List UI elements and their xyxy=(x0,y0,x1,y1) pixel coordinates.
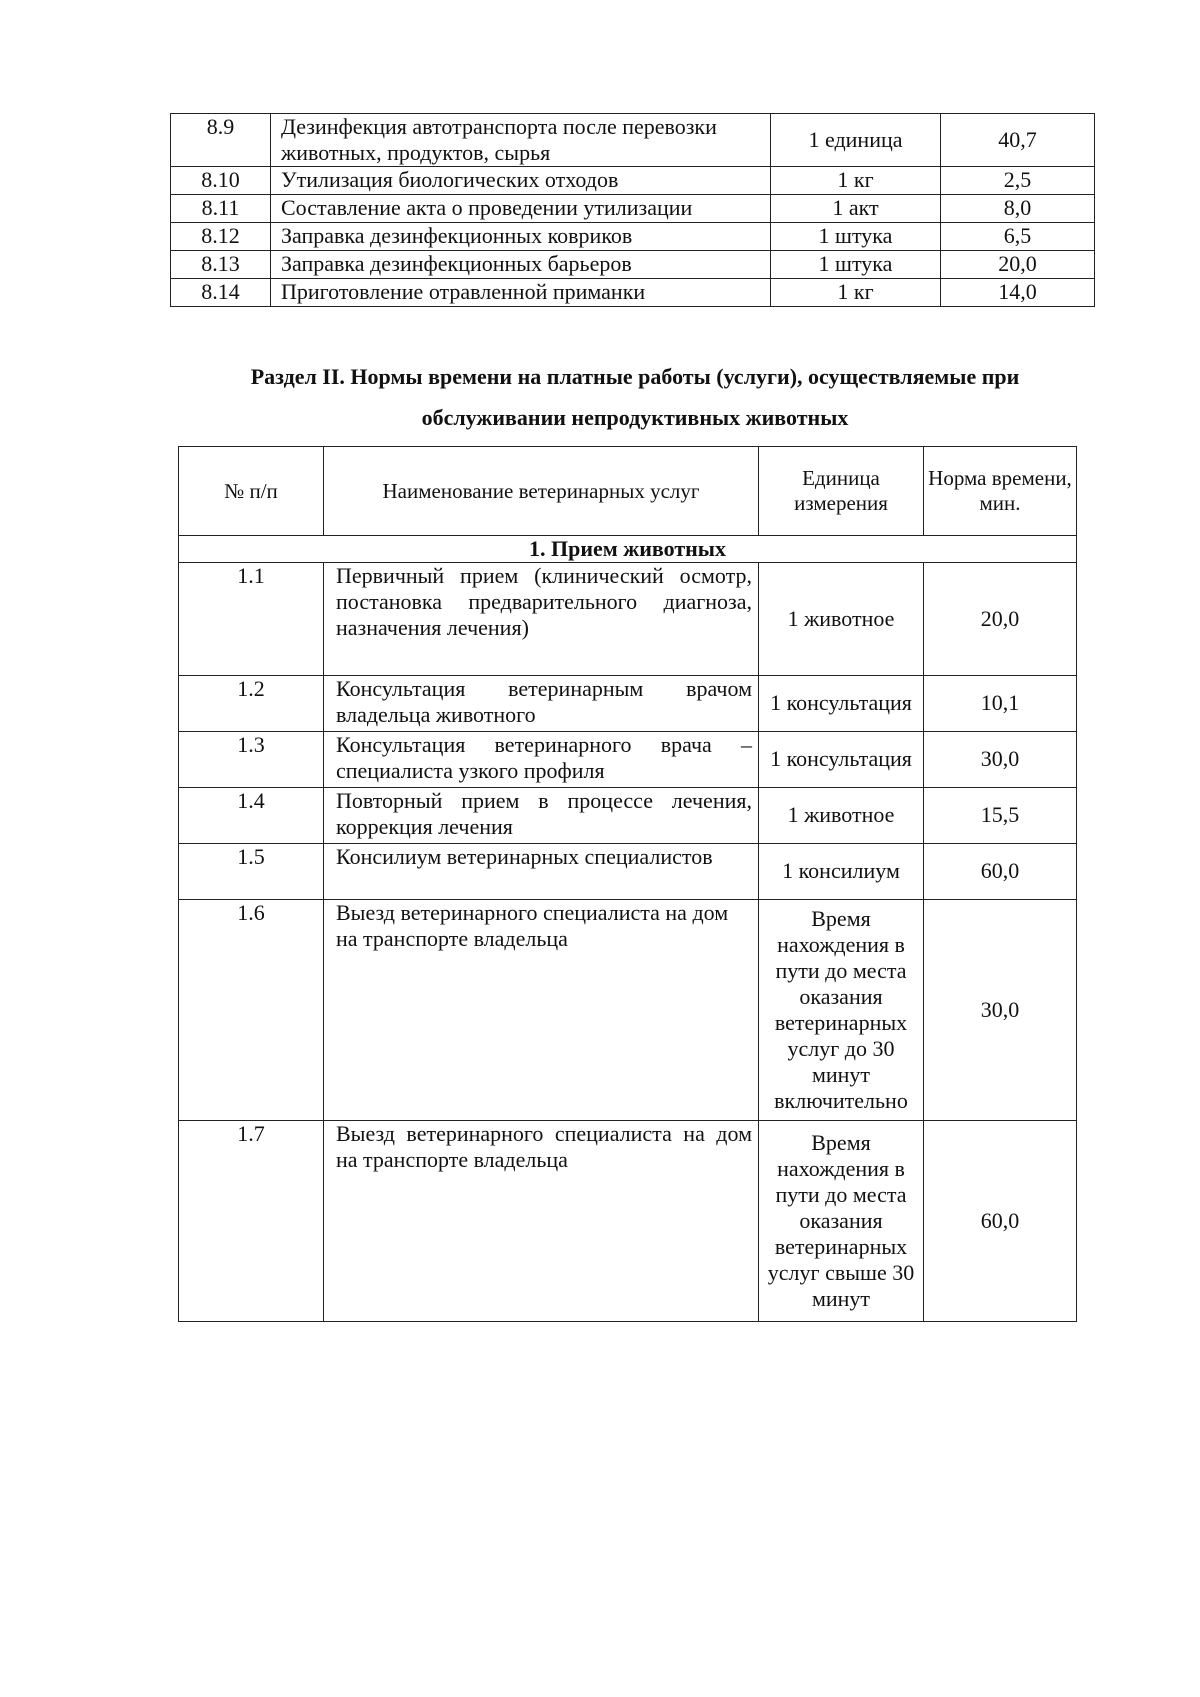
time-norm: 15,5 xyxy=(924,787,1077,843)
time-norm: 6,5 xyxy=(941,222,1095,250)
table-row xyxy=(171,166,1095,194)
header-unit: Единица измерения xyxy=(759,447,924,536)
header-number: № п/п xyxy=(179,447,324,536)
header-time-norm: Норма времени, мин. xyxy=(924,447,1077,536)
time-norm: 30,0 xyxy=(924,731,1077,787)
time-norm: 2,5 xyxy=(941,166,1095,194)
row-number: 1.3 xyxy=(179,731,324,787)
unit-of-measure: 1 животное xyxy=(759,562,924,675)
time-norm: 60,0 xyxy=(924,1120,1077,1321)
time-norm: 20,0 xyxy=(924,562,1077,675)
table-row xyxy=(171,250,1095,278)
service-name: Выезд ветеринарного специалиста на дом на транспорте владельца xyxy=(324,899,759,1120)
row-number: 1.1 xyxy=(179,562,324,675)
section-title-line-2: обслуживании непродуктивных животных xyxy=(421,405,849,430)
time-norm: 20,0 xyxy=(941,250,1095,278)
time-norm: 10,1 xyxy=(924,675,1077,731)
table-header-row xyxy=(179,447,1077,536)
row-number: 1.4 xyxy=(179,787,324,843)
table-row xyxy=(179,787,1077,843)
table-row xyxy=(171,222,1095,250)
row-number: 8.10 xyxy=(171,166,271,194)
service-name: Выезд ветеринарного специалиста на дом на транспорте владельца xyxy=(324,1120,759,1321)
unit-of-measure: Время нахождения в пути до места оказания ветеринарных услуг свыше 30 минут xyxy=(759,1120,924,1321)
service-name: Составление акта о проведении утилизации xyxy=(271,194,771,222)
subsection-title: 1. Прием животных xyxy=(179,536,1077,563)
table-row xyxy=(179,675,1077,731)
service-name: Консилиум ветеринарных специалистов xyxy=(324,843,759,899)
unit-of-measure: 1 кг xyxy=(771,166,941,194)
row-number: 8.13 xyxy=(171,250,271,278)
row-number: 8.14 xyxy=(171,278,271,306)
row-number: 8.11 xyxy=(171,194,271,222)
time-norm: 14,0 xyxy=(941,278,1095,306)
service-name: Консультация ветеринарным врачом владельца животного xyxy=(324,675,759,731)
subsection-row xyxy=(179,536,1077,563)
unit-of-measure: 1 консультация xyxy=(759,675,924,731)
service-name: Дезинфекция автотранспорта после перевозки животных, продуктов, сырья xyxy=(271,114,771,167)
row-number: 8.12 xyxy=(171,222,271,250)
unit-of-measure: 1 штука xyxy=(771,222,941,250)
row-number: 1.2 xyxy=(179,675,324,731)
service-name: Утилизация биологических отходов xyxy=(271,166,771,194)
table-row xyxy=(179,562,1077,675)
unit-of-measure: 1 штука xyxy=(771,250,941,278)
row-number: 1.5 xyxy=(179,843,324,899)
time-norm: 8,0 xyxy=(941,194,1095,222)
service-name: Первичный прием (клинический осмотр, постановка предварительного диагноза, назначения лечения) xyxy=(324,562,759,675)
section-title-line-1: Раздел II. Нормы времени на платные работы (услуги), осуществляемые при xyxy=(250,364,1020,389)
table-row xyxy=(179,843,1077,899)
row-number: 8.9 xyxy=(171,114,271,167)
unit-of-measure: 1 кг xyxy=(771,278,941,306)
unit-of-measure: 1 консультация xyxy=(759,731,924,787)
service-name: Консультация ветеринарного врача – специалиста узкого профиля xyxy=(324,731,759,787)
unit-of-measure: 1 единица xyxy=(771,114,941,167)
row-number: 1.7 xyxy=(179,1120,324,1321)
services-table-part8 xyxy=(170,113,1095,307)
unit-of-measure: 1 акт xyxy=(771,194,941,222)
table-row xyxy=(179,731,1077,787)
table-row xyxy=(171,114,1095,167)
time-norm: 30,0 xyxy=(924,899,1077,1120)
service-name: Повторный прием в процессе лечения, коррекция лечения xyxy=(324,787,759,843)
service-name: Заправка дезинфекционных ковриков xyxy=(271,222,771,250)
header-service-name: Наименование ветеринарных услуг xyxy=(324,447,759,536)
row-number: 1.6 xyxy=(179,899,324,1120)
table-row xyxy=(179,899,1077,1120)
time-norm: 40,7 xyxy=(941,114,1095,167)
table-row xyxy=(171,278,1095,306)
services-table-section-2 xyxy=(178,446,1077,1322)
table-row xyxy=(179,1120,1077,1321)
unit-of-measure: 1 животное xyxy=(759,787,924,843)
service-name: Заправка дезинфекционных барьеров xyxy=(271,250,771,278)
unit-of-measure: 1 консилиум xyxy=(759,843,924,899)
unit-of-measure: Время нахождения в пути до места оказания ветеринарных услуг до 30 минут включительно xyxy=(759,899,924,1120)
table-row xyxy=(171,194,1095,222)
service-name: Приготовление отравленной приманки xyxy=(271,278,771,306)
time-norm: 60,0 xyxy=(924,843,1077,899)
